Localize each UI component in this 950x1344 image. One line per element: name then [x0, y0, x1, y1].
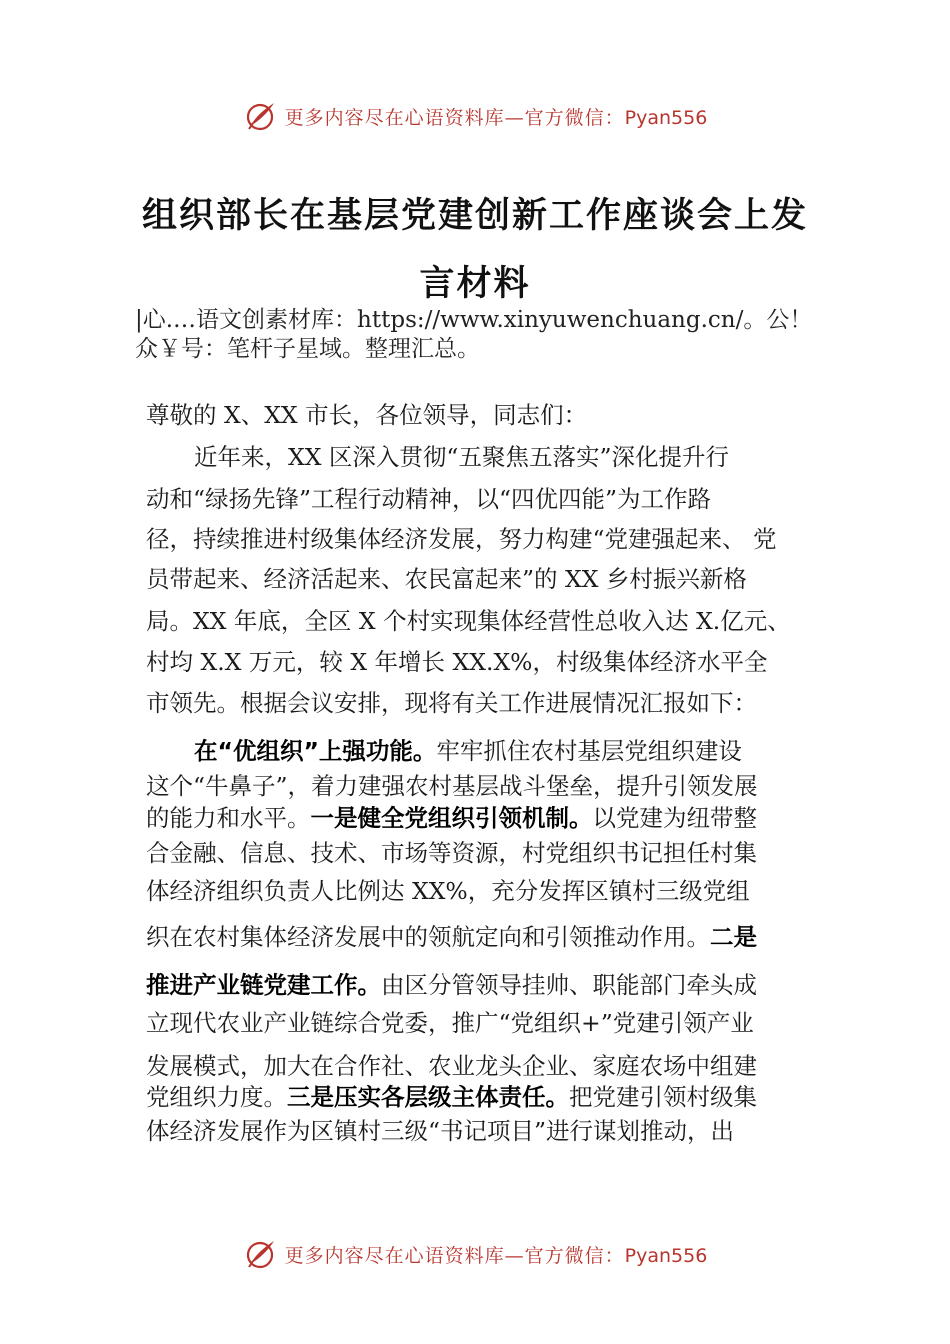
subheading: 一是健全党组织引领机制。 [310, 804, 593, 832]
paragraph-line: 在“优组织”上强功能。牢牢抓住农村基层党组织建设 [194, 737, 742, 765]
paragraph-line: 局。XX 年底，全区 X 个村实现集体经营性总收入达 X.亿元、 [146, 607, 791, 635]
source-note-line1: |心.…语文创素材库：https://www.xinyuwenchuang.cn/。公！ [135, 307, 813, 333]
quill-pen-logo-icon [243, 1237, 277, 1271]
paragraph-line: 体经济组织负责人比例达 XX%，充分发挥区镇村三级党组 [146, 877, 750, 905]
paragraph-line: 员带起来、经济活起来、农民富起来”的 XX 乡村振兴新格 [146, 565, 747, 593]
paragraph-line: 村均 X.X 万元，较 X 年增长 XX.X%，村级集体经济水平全 [146, 648, 768, 676]
paragraph-line: 的能力和水平。一是健全党组织引领机制。以党建为纽带整 [146, 804, 757, 832]
watermark-banner-bottom [0, 1234, 950, 1274]
document-title-line2: 言材料 [419, 263, 531, 304]
watermark-text: 更多内容尽在心语资料库—官方微信：Pyan556 [284, 106, 708, 129]
paragraph-line: 立现代农业产业链综合党委，推广“党组织+”党建引领产业 [146, 1009, 754, 1037]
paragraph-line: 径，持续推进村级集体经济发展，努力构建“党建强起来、 党 [146, 525, 777, 553]
source-note-line2: 众￥号：笔杆子星域。整理汇总。 [135, 336, 480, 362]
section-heading: 在“优组织”上强功能。 [194, 737, 437, 765]
paragraph-line: 近年来，XX 区深入贯彻“五聚焦五落实”深化提升行 [194, 443, 729, 471]
salutation: 尊敬的 X、XX 市长，各位领导，同志们： [146, 401, 588, 429]
subheading: 二是 [710, 923, 757, 951]
paragraph-line: 发展模式，加大在合作社、农业龙头企业、家庭农场中组建 [146, 1052, 757, 1080]
watermark-wechat-id: Pyan556 [624, 106, 708, 129]
watermark-text: 更多内容尽在心语资料库—官方微信：Pyan556 [284, 1244, 708, 1267]
paragraph-line: 党组织力度。三是压实各层级主体责任。把党建引领村级集 [146, 1083, 757, 1111]
watermark-banner-top [0, 96, 950, 136]
paragraph-line: 推进产业链党建工作。由区分管领导挂帅、职能部门牵头成 [146, 971, 757, 999]
quill-pen-logo-icon [243, 99, 277, 133]
paragraph-line: 市领先。根据会议安排，现将有关工作进展情况汇报如下： [146, 689, 757, 717]
document-title-line1: 组织部长在基层党建创新工作座谈会上发 [141, 195, 808, 236]
paragraph-line: 这个“牛鼻子”，着力建强农村基层战斗堡垒，提升引领发展 [146, 772, 758, 800]
subheading: 推进产业链党建工作。 [146, 971, 381, 999]
paragraph-line: 织在农村集体经济发展中的领航定向和引领推动作用。二是 [146, 923, 757, 951]
paragraph-line: 动和“绿扬先锋”工程行动精神，以“四优四能”为工作路 [146, 485, 712, 513]
paragraph-line: 体经济发展作为区镇村三级“书记项目”进行谋划推动，出 [146, 1117, 735, 1145]
watermark-wechat-id: Pyan556 [624, 1244, 708, 1267]
subheading: 三是压实各层级主体责任。 [287, 1083, 569, 1111]
paragraph-line: 合金融、信息、技术、市场等资源，村党组织书记担任村集 [146, 839, 757, 867]
